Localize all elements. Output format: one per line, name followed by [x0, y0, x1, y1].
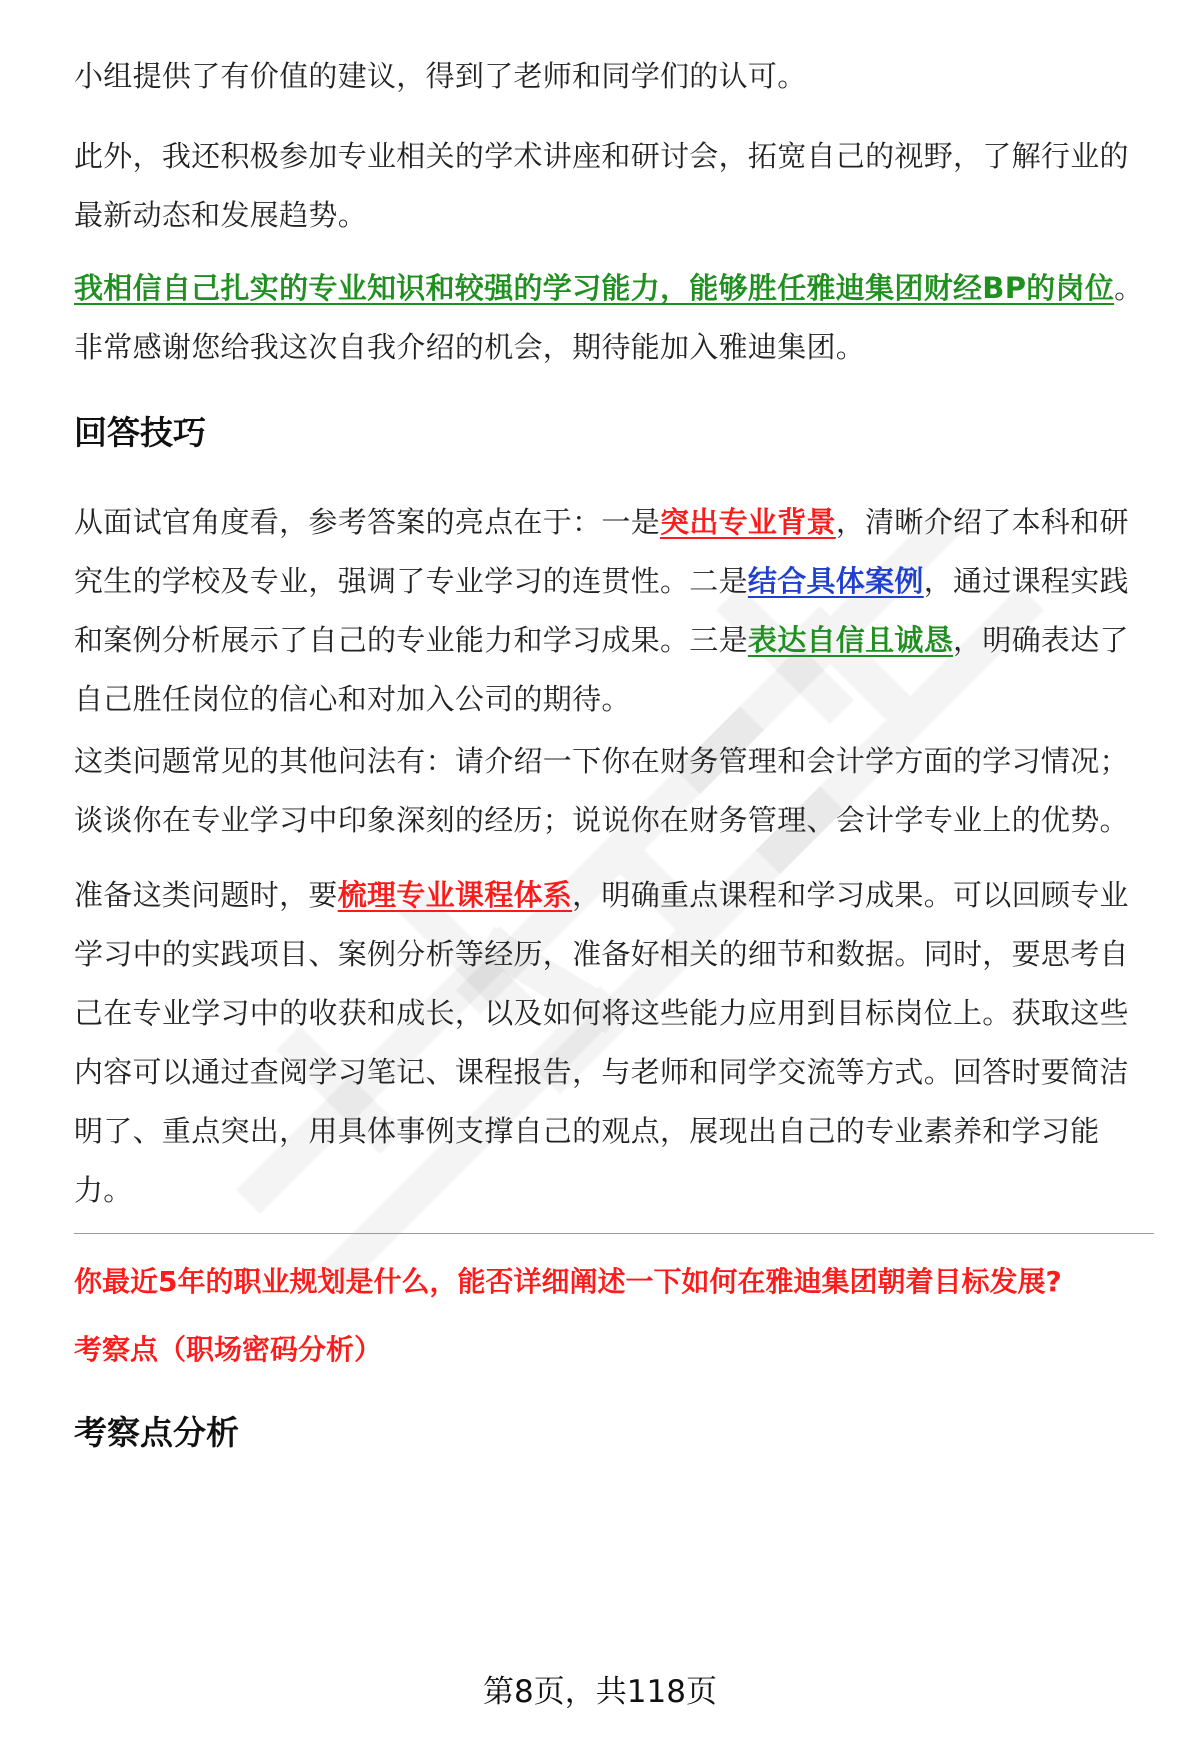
highlight-cases: 结合具体案例: [747, 564, 924, 598]
highlight-sincere: 表达自信且诚恳: [747, 623, 954, 657]
section-divider: [74, 1233, 1154, 1234]
paragraph-3: 我相信自己扎实的专业知识和较强的学习能力，能够胜任雅迪集团财经BP的岗位。非常感谢您给我这次自我介绍的机会，期待能加入雅迪集团。: [74, 271, 1144, 364]
question-subtitle: 考察点（职场密码分析）: [74, 1333, 383, 1366]
paragraph-1: 小组提供了有价值的建议，得到了老师和同学们的认可。: [74, 59, 807, 93]
tips-paragraph-3: 准备这类问题时，要梳理专业课程体系，明确重点课程和学习成果。可以回顾专业学习中的实践项目、案例分析等经历，准备好相关的细节和数据。同时，要思考自己在专业学习中的收获和成长，以及如何将这些能力应用到目标岗位上。获取这些内容可以通过查阅学习笔记、课程报告，与老师和同学交流等方式。回答时要简洁明了、重点突出，用具体事例支撑自己的观点，展现出自己的专业素养和学习能力。: [74, 878, 1129, 1207]
section-heading-analysis: 考察点分析: [74, 1413, 239, 1452]
page-number: 第8页，共118页: [483, 1674, 717, 1710]
tips-paragraph-2: 这类问题常见的其他问法有：请介绍一下你在财务管理和会计学方面的学习情况；谈谈你在专业学习中印象深刻的经历；说说你在财务管理、会计学专业上的优势。: [74, 744, 1129, 837]
highlight-confidence: 我相信自己扎实的专业知识和较强的学习能力，能够胜任雅迪集团财经BP的岗位: [74, 271, 1115, 305]
highlight-background: 突出专业背景: [660, 505, 836, 539]
question-title: 你最近5年的职业规划是什么，能否详细阐述一下如何在雅迪集团朝着目标发展?: [74, 1265, 1062, 1298]
highlight-curriculum: 梳理专业课程体系: [337, 878, 573, 912]
paragraph-2: 此外，我还积极参加专业相关的学术讲座和研讨会，拓宽自己的视野，了解行业的最新动态和发展趋势。: [74, 139, 1129, 232]
tips-paragraph-1: 从面试官角度看，参考答案的亮点在于：一是突出专业背景，清晰介绍了本科和研究生的学校及专业，强调了专业学习的连贯性。二是结合具体案例，通过课程实践和案例分析展示了自己的专业能力和学习成果。三是表达自信且诚恳，明确表达了自己胜任岗位的信心和对加入公司的期待。: [74, 505, 1129, 716]
section-heading-tips: 回答技巧: [74, 413, 206, 452]
